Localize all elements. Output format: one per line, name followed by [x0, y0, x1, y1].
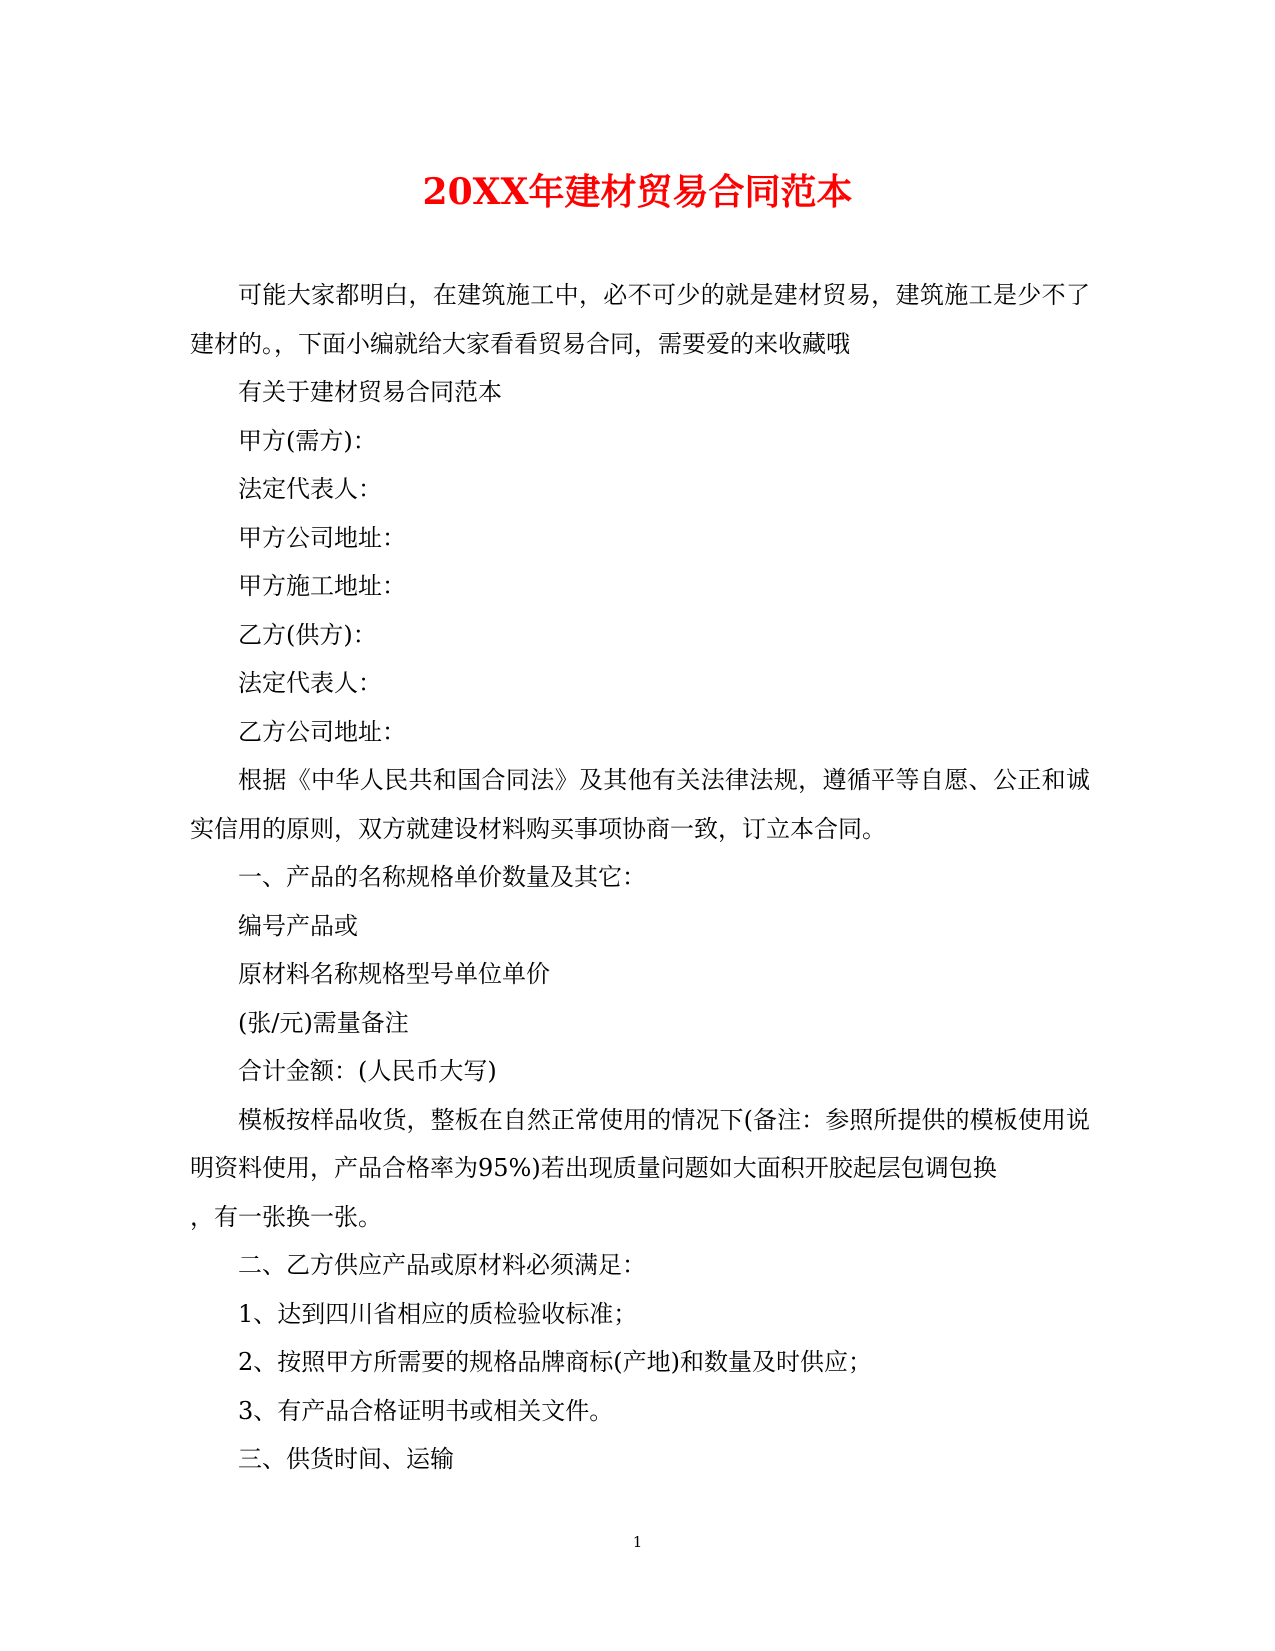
field-party-b: 乙方(供方)： — [238, 620, 377, 649]
paragraph-table-line-3: (张/元)需量备注 — [238, 1008, 409, 1037]
field-legal-rep-a: 法定代表人： — [238, 475, 382, 503]
document-body — [190, 271, 1090, 1484]
list-item-3: 3、有产品合格证明书或相关文件。 — [238, 1396, 614, 1425]
list-item-2: 2、按照甲方所需要的规格品牌商标(产地)和数量及时供应； — [238, 1348, 872, 1376]
paragraph-intro: 可能大家都明白，在建筑施工中，必不可少的就是建材贸易，建筑施工是少不了建材的。，下面小编就给大家看看贸易合同，需要爱的来收藏哦 — [190, 281, 1090, 358]
paragraph-table-line-1: 编号产品或 — [238, 911, 358, 940]
paragraph-total-amount: 合计金额：(人民币大写) — [238, 1057, 497, 1085]
paragraph-table-line-2: 原材料名称规格型号单位单价 — [238, 960, 550, 988]
section-heading-1: 一、产品的名称规格单价数量及其它： — [238, 863, 646, 891]
field-party-a-site-address: 甲方施工地址： — [238, 572, 406, 600]
section-heading-2: 二、乙方供应产品或原材料必须满足： — [238, 1251, 646, 1279]
field-party-a-company-address: 甲方公司地址： — [238, 523, 406, 552]
paragraph-template-quality: 模板按样品收货，整板在自然正常使用的情况下(备注：参照所提供的模板使用说明资料使用，产品合格率为95%)若出现质量问题如大面积开胶起层包调包换 — [190, 1105, 1090, 1182]
paragraph-template-quality-cont: ，有一张换一张。 — [190, 1202, 382, 1231]
paragraph-heading: 有关于建材贸易合同范本 — [238, 378, 502, 406]
document-title: 20XX年建材贸易合同范本 — [422, 171, 853, 213]
list-item-1: 1、达到四川省相应的质检验收标准； — [238, 1299, 638, 1328]
field-party-b-company-address: 乙方公司地址： — [238, 717, 406, 746]
field-legal-rep-b: 法定代表人： — [238, 669, 382, 697]
page-number: 1 — [632, 1533, 643, 1551]
field-party-a: 甲方(需方)： — [238, 426, 377, 455]
paragraph-legal-basis: 根据《中华人民共和国合同法》及其他有关法律法规，遵循平等自愿、公正和诚实信用的原则，双方就建设材料购买事项协商一致，订立本合同。 — [190, 766, 1090, 843]
section-heading-3: 三、供货时间、运输 — [238, 1445, 454, 1473]
